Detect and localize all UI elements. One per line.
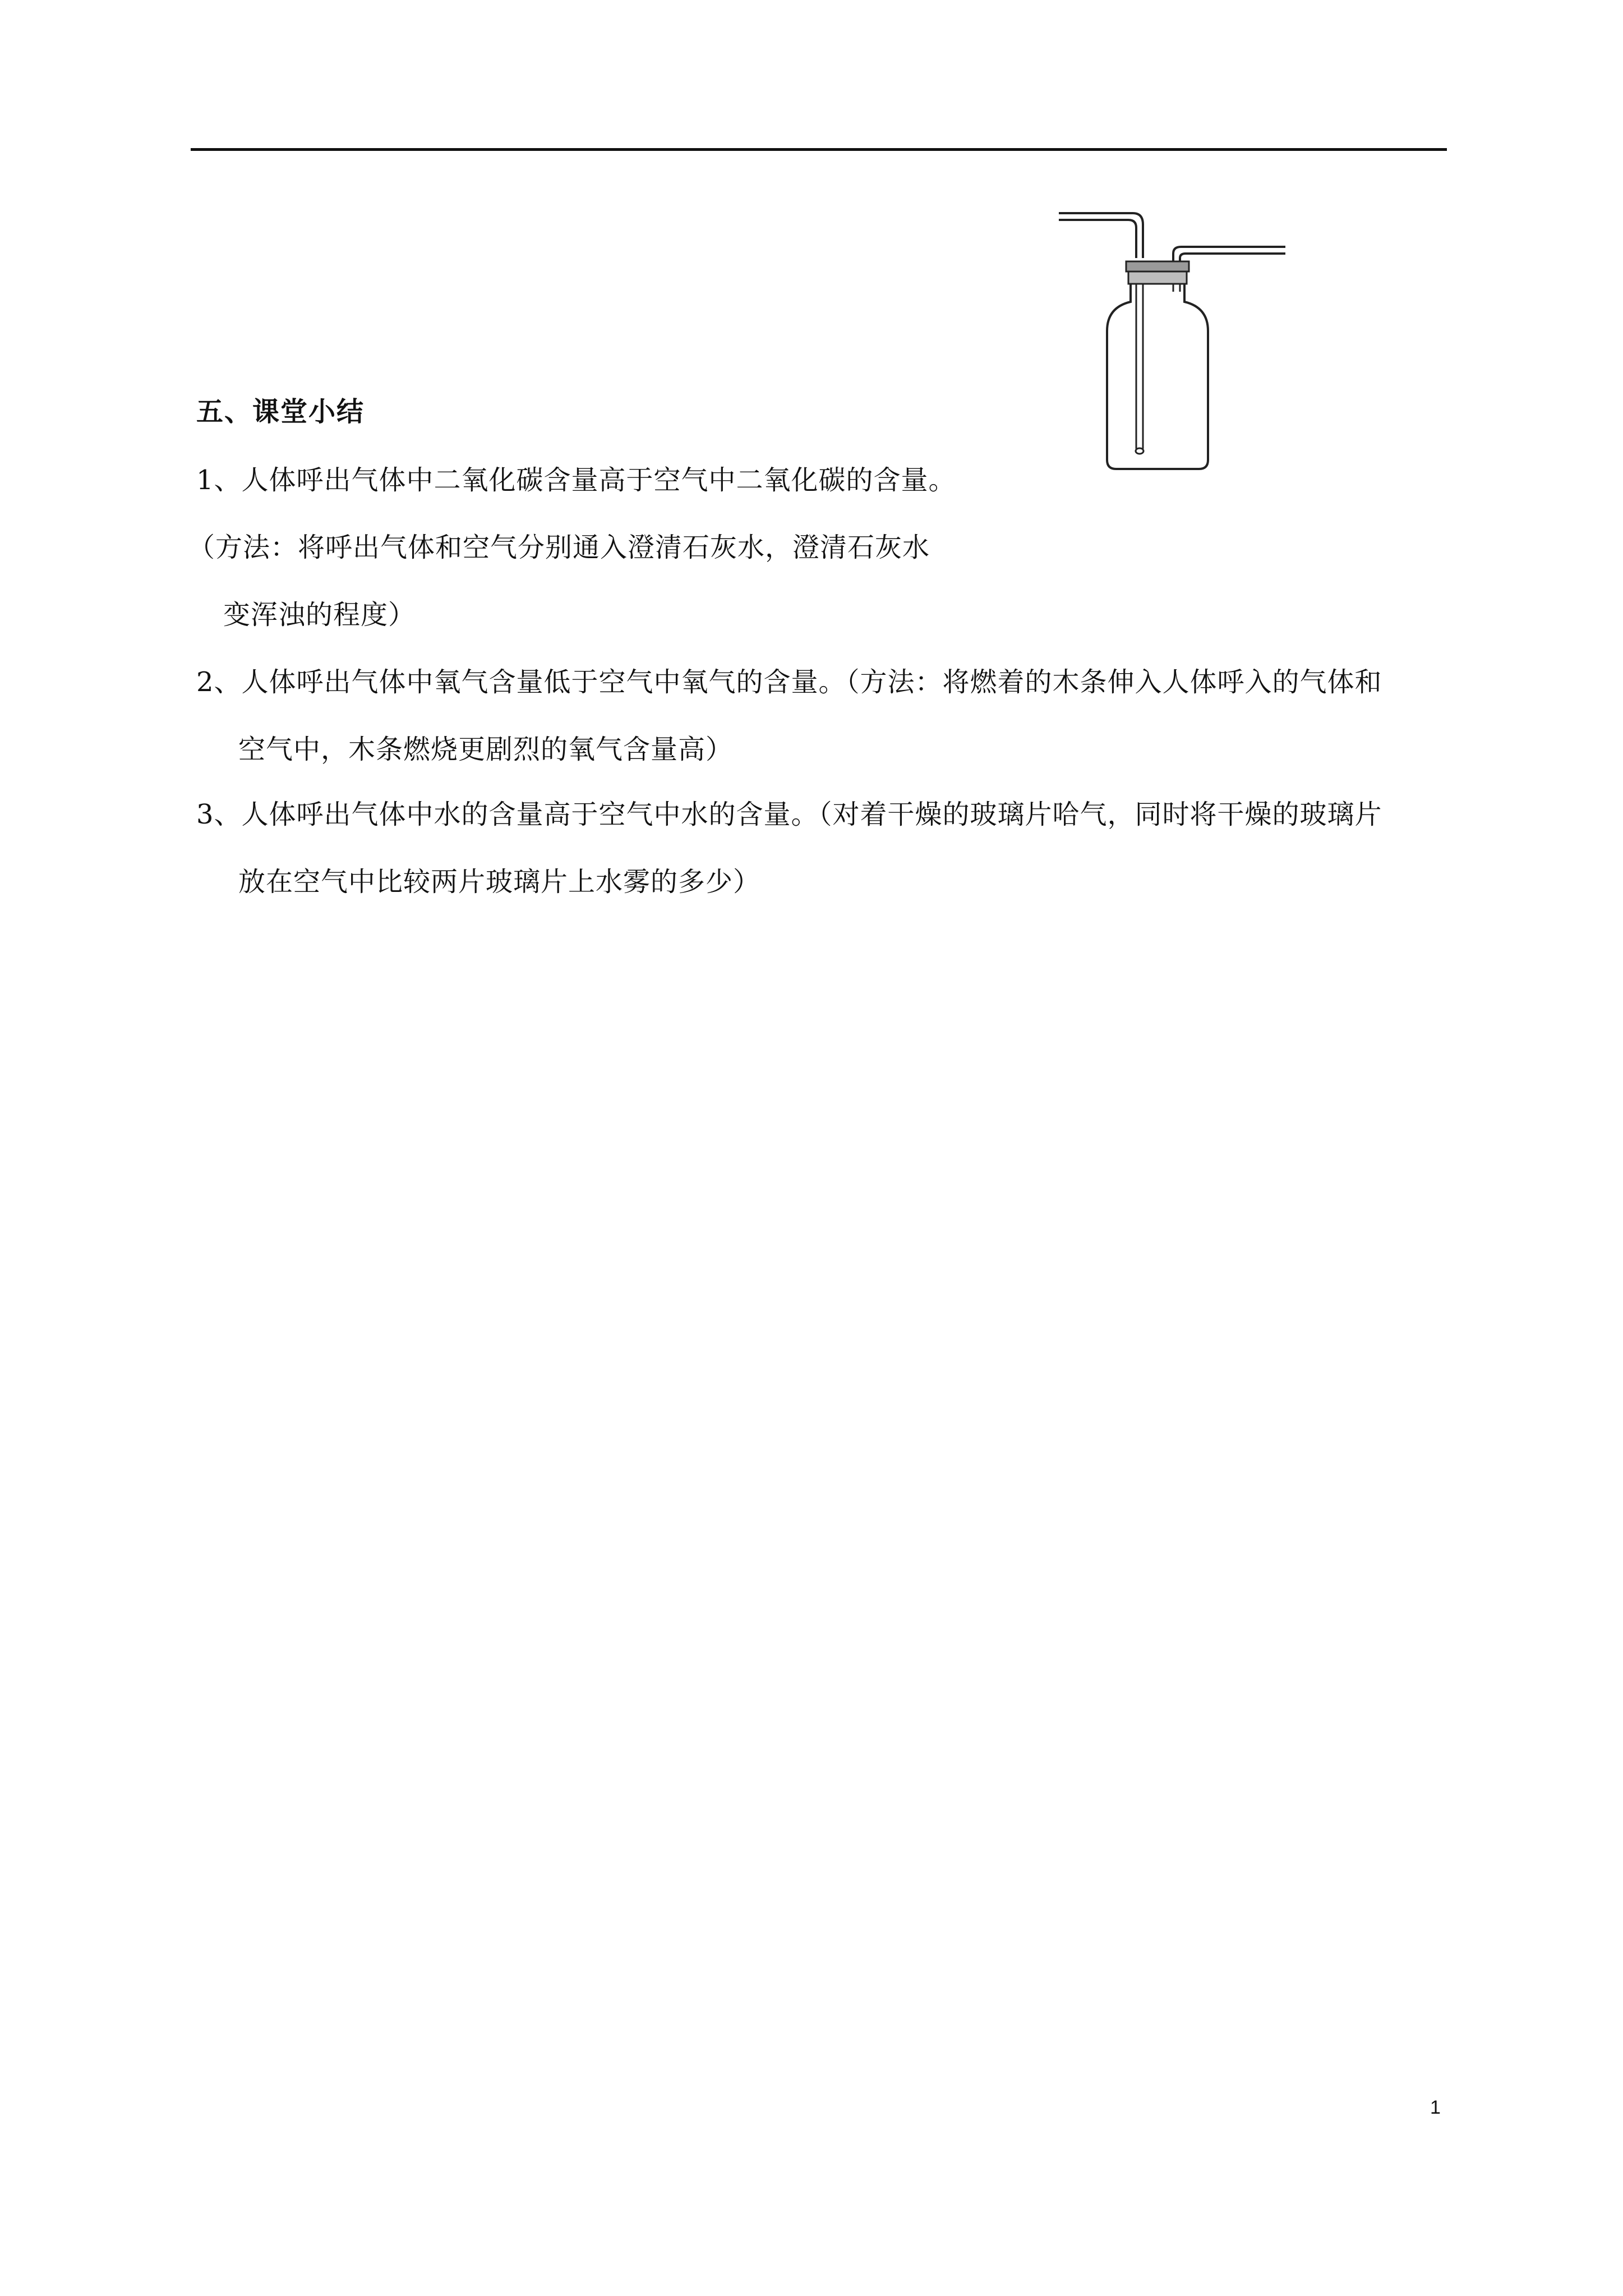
item-1-line-2: （方法：将呼出气体和空气分别通入澄清石灰水，澄清石灰水 [188, 532, 930, 563]
item-2-line-2: 空气中，木条燃烧更剧烈的氧气含量高） [238, 734, 734, 765]
item-3-line-2: 放在空气中比较两片玻璃片上水雾的多少） [238, 866, 761, 898]
page-number: 1 [1430, 2097, 1441, 2118]
item-1-line-1: 1、人体呼出气体中二氧化碳含量高于空气中二氧化碳的含量。 [196, 464, 956, 496]
gas-washing-bottle-figure [1054, 202, 1301, 482]
section-title: 五、课堂小结 [196, 396, 365, 427]
item-3-line-1: 3、人体呼出气体中水的含量高于空气中水的含量。（对着干燥的玻璃片哈气，同时将干燥的玻璃片 [196, 799, 1382, 830]
item-2-line-1: 2、人体呼出气体中氧气含量低于空气中氧气的含量。（方法：将燃着的木条伸入人体呼入的气体和 [196, 666, 1382, 698]
header-rule [191, 148, 1447, 151]
item-1-line-3: 变浑浊的程度） [223, 599, 416, 631]
